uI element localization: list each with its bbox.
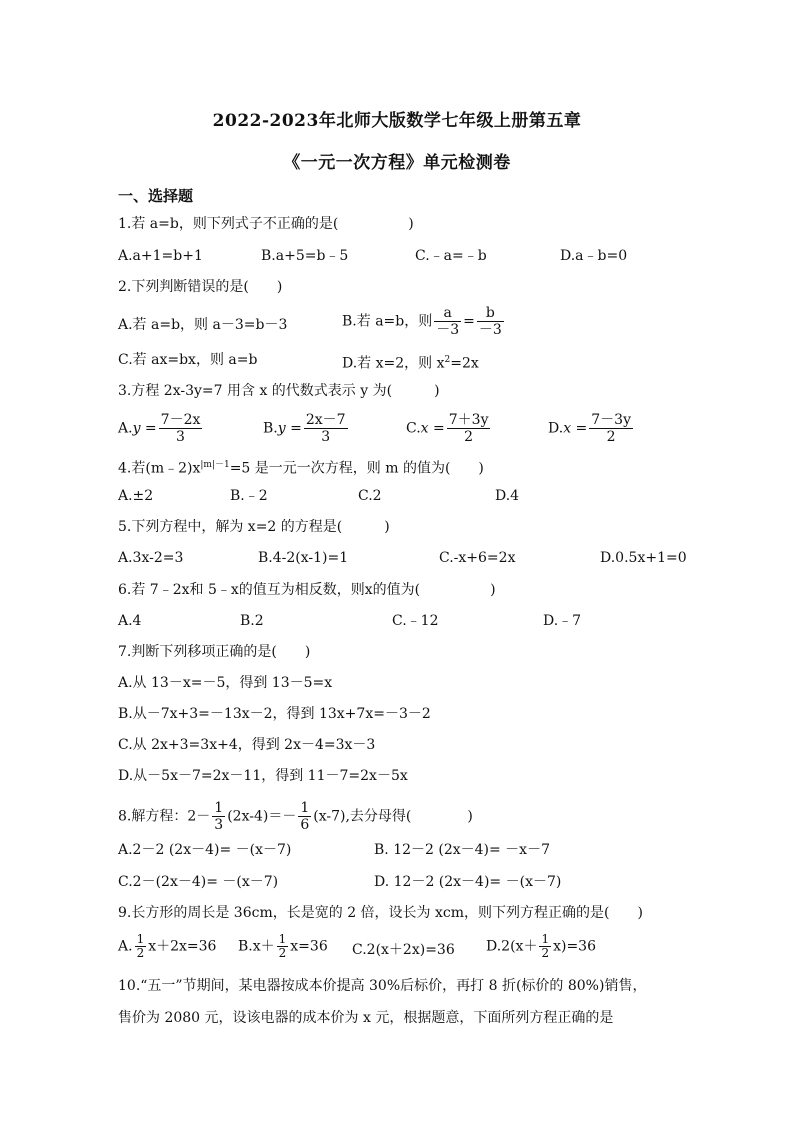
document-title-line1: 2022-2023年北师大版数学七年级上册第五章	[212, 111, 582, 131]
q2-equals: =	[463, 313, 475, 330]
q7-option-b: B.从－7x+3=－13x－2，得到 13x+7x=－3－2	[118, 706, 431, 722]
q9-fraction-b: $\frac{1}{2}$	[278, 932, 287, 960]
q2-fraction-2: $\frac{b}{-3}$	[478, 305, 502, 338]
question-8-options-cd	[118, 872, 678, 892]
question-5-stem: 5.下列方程中，解为 x=2 的方程是( )	[118, 519, 390, 535]
document-title-line2: 《一元一次方程》单元检测卷	[283, 153, 511, 173]
question-9-stem: 9.长方形的周长是 36cm，长是宽的 2 倍，设长为 xcm，则下列方程正确的是( )	[118, 905, 643, 921]
question-5-options	[118, 548, 688, 568]
q2-option-a: A.若 a=b，则 a－3=b－3	[118, 317, 288, 333]
question-1-options	[118, 246, 678, 266]
q6-option-a: A.4	[118, 613, 142, 629]
q5-option-a: A.3x-2=3	[118, 550, 184, 566]
q2-option-b-prefix: B.若 a=b，则	[342, 313, 433, 330]
q3-fraction-c: $\frac{7+3y}{2}$	[448, 412, 489, 445]
q3-fraction-a: $\frac{7-2x}{3}$	[160, 412, 201, 445]
q3-option-b: B.y = $\frac{2x-7}{3}$	[263, 412, 346, 445]
q8-fraction-1: $\frac{1}{3}$	[214, 800, 224, 833]
q7-option-c: C.从 2x+3=3x+4，得到 2x－4=3x－3	[118, 737, 376, 753]
q9-option-a: A. $\frac{1}{2}$ x＋2x=36	[118, 932, 217, 960]
q1-option-c: C.﹣a=﹣b	[415, 248, 487, 264]
question-8-options-ab	[118, 840, 678, 860]
question-4-stem: 4.若$(m﹣2)x^{|m|-1}=5$ 是一元一次方程，则 m 的值为( )	[118, 460, 484, 477]
question-2-stem: 2.下列判断错误的是( )	[118, 279, 283, 295]
q8-option-a: A.2－2 (2x－4)= －(x－7)	[118, 842, 292, 858]
question-3-stem: 3.方程 2x-3y=7 用含 x 的代数式表示 y 为( )	[118, 383, 440, 399]
question-6-options	[118, 611, 678, 631]
question-7-stem: 7.判断下列移项正确的是( )	[118, 644, 311, 660]
q7-option-d: D.从－5x－7=2x－11，得到 11－7=2x－5x	[118, 768, 408, 784]
question-8-stem: 8.解方程：2－ $\frac{1}{3}$ (2x-4)＝－ $\frac{1}{6}$ (x-7),去分母得( )	[118, 800, 473, 833]
q6-option-c: C.﹣12	[392, 613, 439, 629]
q2-option-c: C.若 ax=bx，则 a=b	[118, 352, 258, 368]
q3-fraction-b: $\frac{2x-7}{3}$	[305, 412, 346, 445]
q6-option-d: D.﹣7	[543, 613, 582, 629]
q4-option-a: A.±2	[118, 488, 154, 504]
q8-option-d: D. 12－2 (2x－4)= －(x－7)	[374, 874, 562, 890]
question-1-stem: 1.若 a=b，则下列式子不正确的是( )	[118, 216, 414, 232]
question-2-options-cd	[118, 350, 678, 370]
q1-option-d: D.a﹣b=0	[560, 248, 628, 264]
q4-option-c: C.2	[358, 488, 382, 504]
q3-option-a: A.y = $\frac{7-2x}{3}$	[118, 412, 201, 445]
q1-option-a: A.a+1=b+1	[118, 248, 203, 264]
q8-option-c: C.2－(2x－4)= －(x－7)	[118, 874, 279, 890]
q4-option-b: B.﹣2	[230, 488, 268, 504]
q3-option-c: C.x = $\frac{7+3y}{2}$	[406, 412, 489, 445]
question-4-options	[118, 486, 678, 506]
q2-fraction-1: $\frac{a}{-3}$	[436, 305, 460, 338]
question-6-stem: 6.若 7﹣2x和 5﹣x的值互为相反数，则x的值为( )	[118, 582, 496, 598]
question-10-line-1: 10.“五一”节期间，某电器按成本价提高 30%后标价，再打 8 折(标价的 80%)销售，	[118, 978, 647, 994]
question-3-options	[118, 412, 678, 448]
q2-option-d: D.若 x=2，则 $x^2=2x$	[342, 355, 479, 372]
section-heading: 一、选择题	[118, 187, 194, 205]
q5-option-b: B.4-2(x-1)=1	[258, 550, 349, 566]
q9-option-c: C.2(x＋2x)=36	[352, 942, 455, 958]
q9-fraction-d: $\frac{1}{2}$	[541, 932, 550, 960]
q5-option-d: D.0.5x+1=0	[600, 550, 687, 566]
q3-option-d: D.x = $\frac{7-3y}{2}$	[548, 412, 631, 445]
q9-option-b: B.x＋ $\frac{1}{2}$ x=36	[238, 932, 328, 960]
question-2-options-ab	[118, 305, 678, 338]
question-10-line-2: 售价为 2080 元，设该电器的成本价为 x 元，根据题意，下面所列方程正确的是	[118, 1010, 614, 1026]
q3-fraction-d: $\frac{7-3y}{2}$	[591, 412, 631, 445]
q7-option-a: A.从 13－x=－5，得到 13－5=x	[118, 675, 333, 691]
q1-option-b: B.a+5=b﹣5	[261, 248, 349, 264]
q9-option-d: D.2(x＋ $\frac{1}{2}$ x)=36	[486, 932, 596, 960]
question-9-options	[118, 933, 688, 963]
q4-option-d: D.4	[495, 488, 520, 504]
q6-option-b: B.2	[240, 613, 264, 629]
q8-option-b: B. 12－2 (2x－4)= －x－7	[374, 842, 550, 858]
q8-fraction-2: $\frac{1}{6}$	[300, 800, 310, 833]
q5-option-c: C.-x+6=2x	[439, 550, 516, 566]
q9-fraction-a: $\frac{1}{2}$	[136, 932, 145, 960]
q2-option-b	[342, 305, 506, 338]
